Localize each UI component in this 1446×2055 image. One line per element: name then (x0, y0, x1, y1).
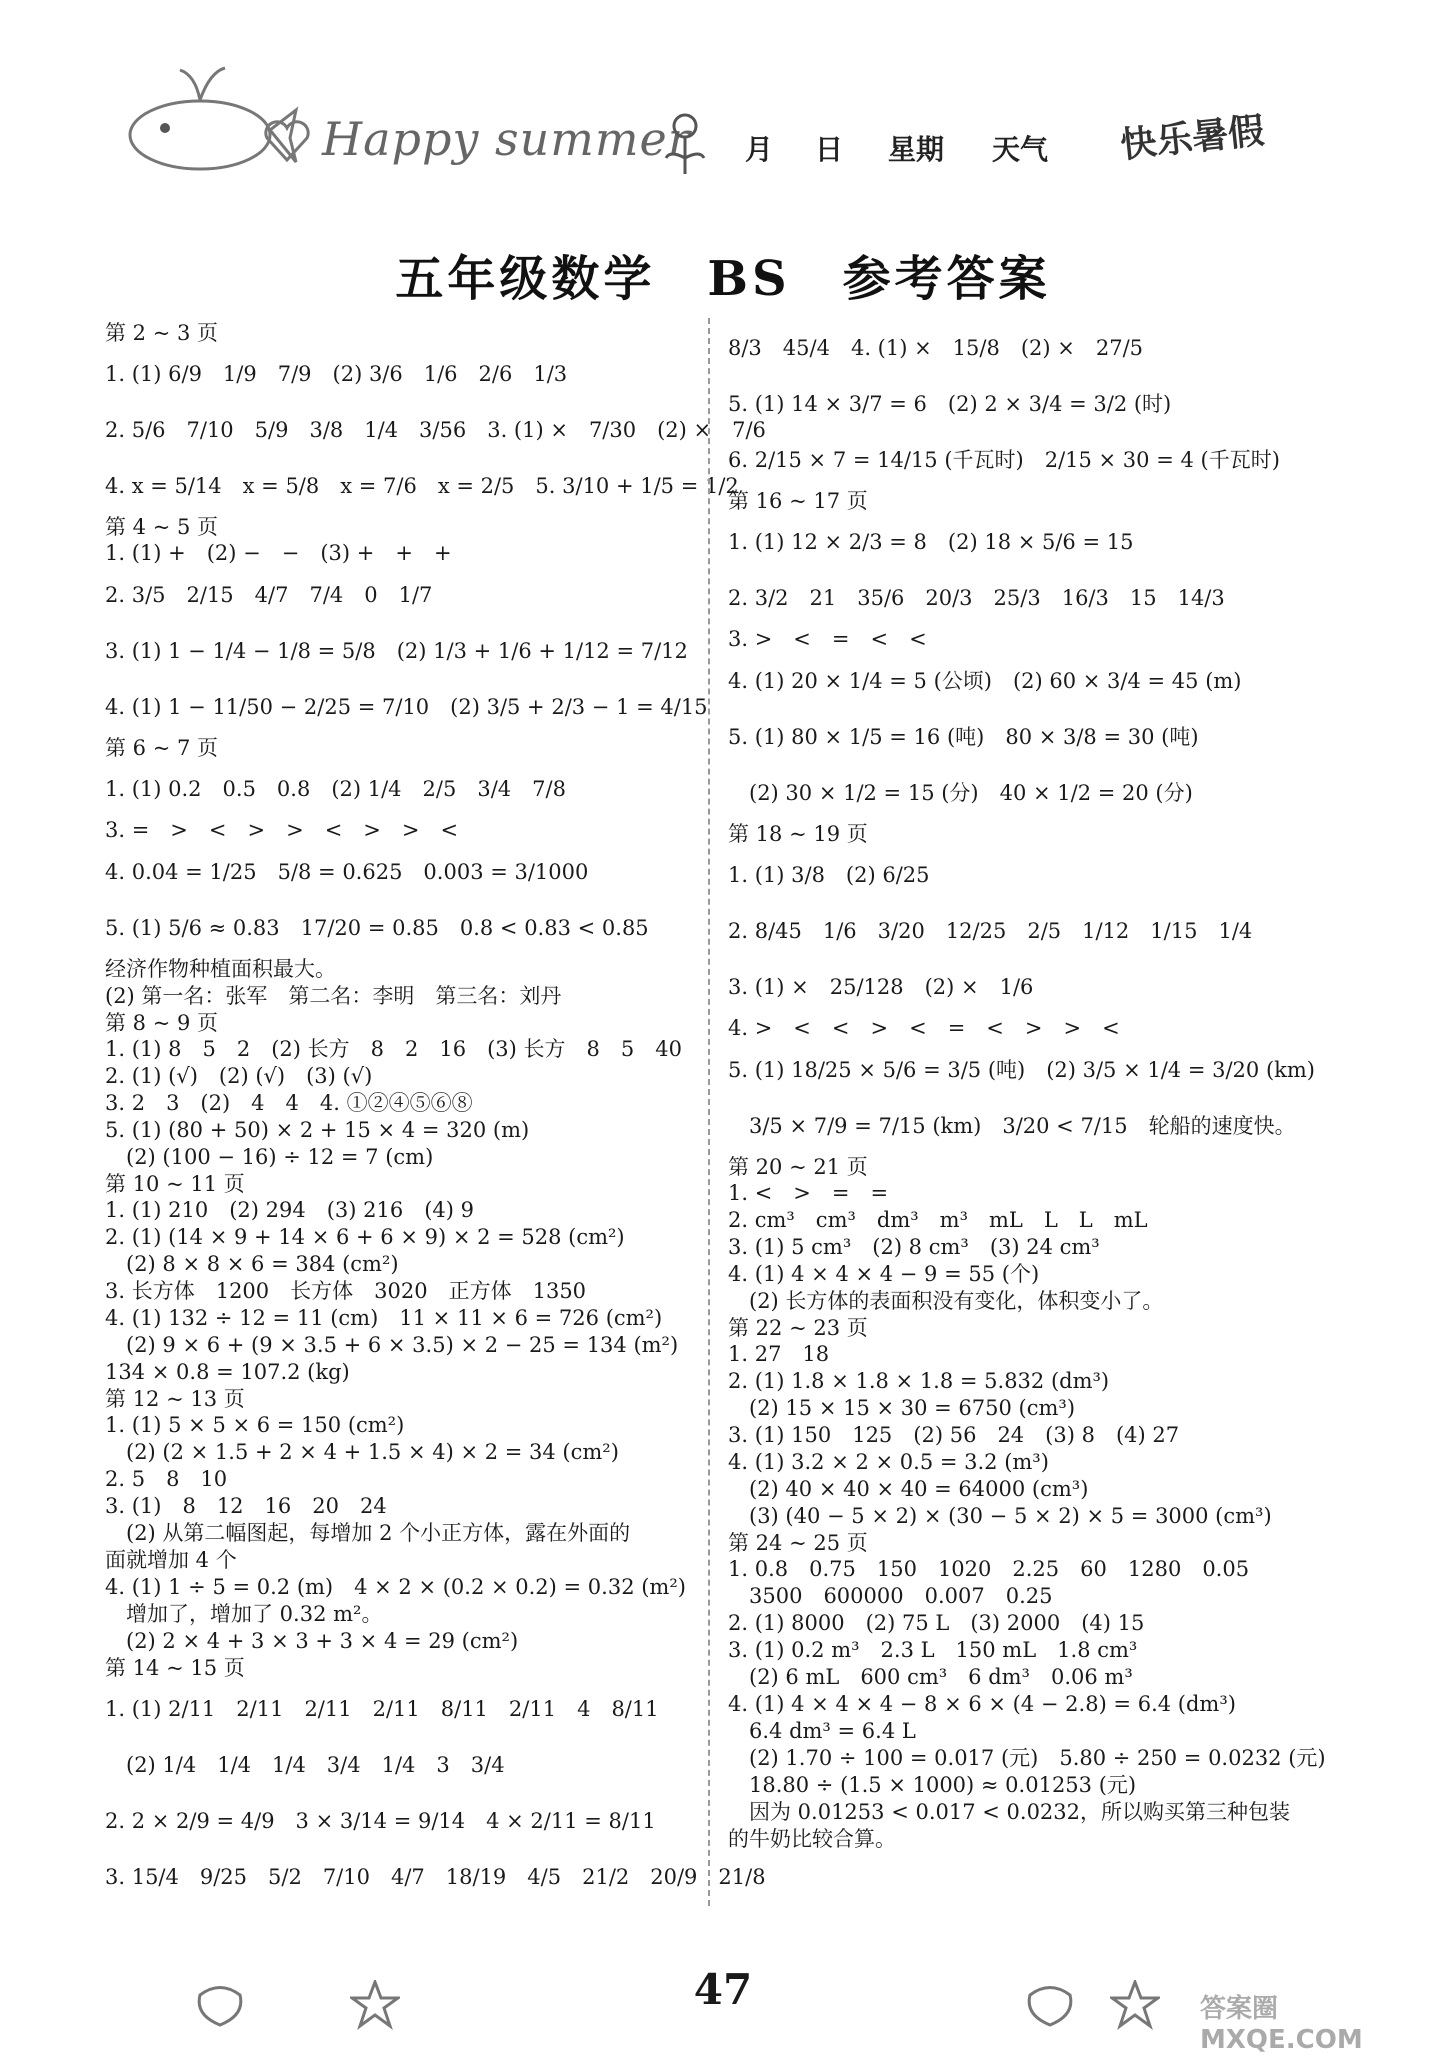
header-badge: 快乐暑假 (1118, 110, 1267, 167)
answer-left-line: 第 12 ~ 13 页 (105, 1387, 245, 1411)
page-footer (0, 1950, 1446, 2055)
answer-right-line: 3500 600000 0.007 0.25 (728, 1584, 1053, 1608)
answer-left-line: 3. 长方体 1200 长方体 3020 正方体 1350 (105, 1279, 587, 1303)
answer-right-line-text: (2) 30 × 1/2 = 15 (分) 40 × 1/2 = 20 (分) (728, 781, 1193, 805)
answer-right-line: 18.80 ÷ (1.5 × 1000) ≈ 0.01253 (元) (728, 1773, 1137, 1797)
flower-icon (660, 108, 710, 178)
answer-right-line (728, 847, 1348, 903)
answer-left-line: 2. (1) (14 × 9 + 14 × 6 + 6 × 9) × 2 = 528 (cm²) (105, 1225, 625, 1249)
answer-right-line (728, 320, 1348, 376)
answer-left-line (105, 1681, 725, 1737)
answer-left-line: 第 8 ~ 9 页 (105, 1011, 219, 1035)
answer-right-line-text: 2. 3/2 21 35/6 20/3 25/3 16/3 15 14/3 (728, 586, 1225, 610)
answer-left-line-text: 1. (1) 6/9 1/9 7/9 (2) 3/6 1/6 2/6 1/3 (105, 362, 568, 386)
answer-left-line-text: 3. 15/4 9/25 5/2 7/10 4/7 18/19 4/5 21/2 20/9 21/8 (105, 1865, 766, 1889)
answer-right-line: (2) 15 × 15 × 30 = 6750 (cm³) (728, 1396, 1076, 1420)
answer-right-line: 2. cm³ cm³ dm³ m³ mL L L mL (728, 1208, 1148, 1232)
answer-right-line: 3. > < = < < (728, 627, 927, 651)
answer-left-line: 1. (1) 210 (2) 294 (3) 216 (4) 9 (105, 1198, 475, 1222)
answer-right-line: 因为 0.01253 < 0.017 < 0.0232，所以购买第三种包装 (728, 1800, 1291, 1824)
answer-left-line: (2) 2 × 4 + 3 × 3 + 3 × 4 = 29 (cm²) (105, 1629, 519, 1653)
answer-left-line: 第 14 ~ 15 页 (105, 1656, 245, 1680)
page-title: 五年级数学 BS 参考答案 (395, 251, 1051, 307)
answer-left-line: 5. (1) (80 + 50) × 2 + 15 × 4 = 320 (m) (105, 1118, 530, 1142)
answer-right-line: 1. 27 18 (728, 1342, 830, 1366)
answer-left-line: 第 4 ~ 5 页 (105, 515, 219, 539)
answer-right-line: (2) 40 × 40 × 40 = 64000 (cm³) (728, 1477, 1089, 1501)
header-weather-label: 天气 (992, 133, 1049, 166)
answer-right-line: (3) (40 − 5 × 2) × (30 − 5 × 2) × 5 = 3000 (cm³) (728, 1504, 1272, 1528)
answer-left-line-text: 4. 0.04 = 1/25 5/8 = 0.625 0.003 = 3/1000 (105, 860, 589, 884)
answer-right-line (728, 959, 1348, 1015)
answer-left-line: 1. (1) 5 × 5 × 6 = 150 (cm²) (105, 1413, 405, 1437)
answer-right-line: 6.4 dm³ = 6.4 L (728, 1719, 916, 1743)
answer-right-line: 3. (1) 150 125 (2) 56 24 (3) 8 (4) 27 (728, 1423, 1180, 1447)
watermark: 答案圈 MXQE.COM (1200, 1994, 1363, 2055)
answer-left-line (105, 844, 725, 900)
heart-icon (262, 120, 312, 162)
answer-right-line-text: 8/3 45/4 4. (1) × 15/8 (2) × 27/5 (728, 336, 1144, 360)
answer-left-line: 第 2 ~ 3 页 (105, 321, 219, 345)
answer-right-line-text: 3/5 × 7/9 = 7/15 (km) 3/20 < 7/15 轮船的速度快。 (728, 1114, 1296, 1138)
answer-right-line-text: 1. (1) 12 × 2/3 = 8 (2) 18 × 5/6 = 15 (728, 530, 1134, 554)
answer-left-line: 3. 2 3 (2) 4 4 4. ①②④⑤⑥⑧ (105, 1091, 473, 1115)
answer-left-line-text: 4. (1) 1 − 11/50 − 2/25 = 7/10 (2) 3/5 + 2/3 − 1 = 4/15 (105, 695, 708, 719)
answer-right-line: (2) 6 mL 600 cm³ 6 dm³ 0.06 m³ (728, 1665, 1133, 1689)
answer-right-line: 第 22 ~ 23 页 (728, 1316, 868, 1340)
answer-right-line: 3. (1) 5 cm³ (2) 8 cm³ (3) 24 cm³ (728, 1235, 1100, 1259)
answer-right-line (728, 1042, 1348, 1098)
page-number: 47 (693, 1965, 753, 2014)
answer-right-line: 4. > < < > < = < > > < (728, 1016, 1120, 1040)
answer-left-line: 4. (1) 1 ÷ 5 = 0.2 (m) 4 × 2 × (0.2 × 0.2) = 0.32 (m²) (105, 1575, 686, 1599)
answer-right-line: 2. (1) 1.8 × 1.8 × 1.8 = 5.832 (dm³) (728, 1369, 1110, 1393)
answer-right-line (728, 432, 1348, 488)
answer-right-line (728, 765, 1348, 821)
answer-right-line-text: 1. (1) 3/8 (2) 6/25 (728, 863, 930, 887)
answer-left-line-text: 2. 2 × 2/9 = 4/9 3 × 3/14 = 9/14 4 × 2/11 = 8/11 (105, 1809, 656, 1833)
answer-right-line (728, 903, 1348, 959)
answer-right-line-text: 2. 8/45 1/6 3/20 12/25 2/5 1/12 1/15 1/4 (728, 919, 1253, 943)
answer-right-line (728, 1098, 1348, 1154)
answer-right-line-text: 4. (1) 20 × 1/4 = 5 (公顷) (2) 60 × 3/4 = 45 (m) (728, 669, 1242, 693)
answer-left-line: 面就增加 4 个 (105, 1548, 237, 1572)
answer-right-line (728, 653, 1348, 709)
answer-right-line-text: 5. (1) 80 × 1/5 = 16 (吨) 80 × 3/8 = 30 (吨) (728, 725, 1199, 749)
answer-left-line (105, 567, 725, 623)
answer-left-line-text: 4. x = 5/14 x = 5/8 x = 7/6 x = 2/5 5. 3/10 + 1/5 = 1/2 (105, 474, 739, 498)
answer-left-line: 1. (1) 8 5 2 (2) 长方 8 2 16 (3) 长方 8 5 40 (105, 1037, 682, 1061)
answer-left-line-text: 1. (1) 0.2 0.5 0.8 (2) 1/4 2/5 3/4 7/8 (105, 777, 566, 801)
answer-right-line (728, 570, 1348, 626)
answer-right-line: (2) 长方体的表面积没有变化，体积变小了。 (728, 1289, 1164, 1313)
answer-left-line: (2) 8 × 8 × 6 = 384 (cm²) (105, 1252, 399, 1276)
answer-right-line: 第 24 ~ 25 页 (728, 1531, 868, 1555)
answer-right-line (728, 514, 1348, 570)
answer-left-line (105, 679, 725, 735)
answer-left-line-text: 2. 5/6 7/10 5/9 3/8 1/4 3/56 3. (1) × 7/30 (2) × 7/6 (105, 418, 766, 442)
answer-left-line-text: 3. (1) 1 − 1/4 − 1/8 = 5/8 (2) 1/3 + 1/6 + 1/12 = 7/12 (105, 639, 688, 663)
answer-left-line: 第 10 ~ 11 页 (105, 1172, 245, 1196)
answer-right-line: 1. 0.8 0.75 150 1020 2.25 60 1280 0.05 (728, 1557, 1250, 1581)
starfish-icon (1110, 1980, 1160, 2030)
answer-right-line: 第 18 ~ 19 页 (728, 822, 868, 846)
column-divider (708, 318, 710, 1906)
answer-right-line: 4. (1) 4 × 4 × 4 − 9 = 55 (个) (728, 1262, 1040, 1286)
answer-left-line (105, 458, 739, 514)
answer-right-line-text: 5. (1) 14 × 3/7 = 6 (2) 2 × 3/4 = 3/2 (时) (728, 392, 1172, 416)
answer-right-line: 4. (1) 3.2 × 2 × 0.5 = 3.2 (m³) (728, 1450, 1049, 1474)
answer-left-line-text: 2. 3/5 2/15 4/7 7/4 0 1/7 (105, 583, 433, 607)
answer-left-line (105, 1849, 766, 1905)
answer-left-line: 134 × 0.8 = 107.2 (kg) (105, 1360, 350, 1384)
answer-left-line-text: (2) 1/4 1/4 1/4 3/4 1/4 3 3/4 (105, 1753, 505, 1777)
answer-left-line (105, 1737, 725, 1793)
answer-left-line: (2) (100 − 16) ÷ 12 = 7 (cm) (105, 1145, 434, 1169)
answer-right-line: (2) 1.70 ÷ 100 = 0.017 (元) 5.80 ÷ 250 = 0.0232 (元) (728, 1746, 1326, 1770)
answer-right-line: 1. < > = = (728, 1181, 889, 1205)
answer-left-line-text: 1. (1) 2/11 2/11 2/11 2/11 8/11 2/11 4 8/11 (105, 1697, 659, 1721)
answer-right-line-text: 3. (1) × 25/128 (2) × 1/6 (728, 975, 1034, 999)
answer-right-line: 第 20 ~ 21 页 (728, 1155, 868, 1179)
answer-left-line: 3. = > < > > < > > < (105, 818, 459, 842)
answer-left-line: 2. (1) (√) (2) (√) (3) (√) (105, 1064, 373, 1088)
answer-left-line (105, 346, 725, 402)
header-script: Happy summer (322, 112, 691, 166)
answer-left-line: 第 6 ~ 7 页 (105, 736, 219, 760)
answer-right-line: 3. (1) 0.2 m³ 2.3 L 150 mL 1.8 cm³ (728, 1638, 1138, 1662)
answers-left-column (105, 320, 766, 1905)
answer-right-line (728, 376, 1348, 432)
answer-left-line (105, 402, 766, 458)
answer-right-line: 的牛奶比较合算。 (728, 1827, 896, 1851)
answer-left-line: (2) 从第二幅图起，每增加 2 个小正方体，露在外面的 (105, 1521, 631, 1545)
header-day-label: 日 (815, 133, 844, 166)
answer-left-line (105, 623, 725, 679)
answer-left-line (105, 761, 725, 817)
answer-left-line: 经济作物种植面积最大。 (105, 957, 336, 981)
answer-right-line: 2. (1) 8000 (2) 75 L (3) 2000 (4) 15 (728, 1611, 1145, 1635)
answer-right-line-text: 6. 2/15 × 7 = 14/15 (千瓦时) 2/15 × 30 = 4 (千瓦时) (728, 448, 1280, 472)
header-month-label: 月 (745, 133, 774, 166)
answer-right-line: 4. (1) 4 × 4 × 4 − 8 × 6 × (4 − 2.8) = 6.4 (dm³) (728, 1692, 1236, 1716)
answer-left-line: 增加了，增加了 0.32 m²。 (105, 1602, 383, 1626)
answer-left-line: (2) 第一名：张军 第二名：李明 第三名：刘丹 (105, 984, 562, 1008)
answer-left-line: 4. (1) 132 ÷ 12 = 11 (cm) 11 × 11 × 6 = 726 (cm²) (105, 1306, 663, 1330)
answer-left-line: (2) (2 × 1.5 + 2 × 4 + 1.5 × 4) × 2 = 34 (cm²) (105, 1440, 619, 1464)
answer-right-line: 第 16 ~ 17 页 (728, 489, 868, 513)
seashell-icon (1020, 1980, 1080, 2030)
answer-right-line (728, 709, 1348, 765)
answer-left-line: 1. (1) + (2) − − (3) + + + (105, 541, 452, 565)
answer-left-line (105, 900, 725, 956)
answer-left-line-text: 5. (1) 5/6 ≈ 0.83 17/20 = 0.85 0.8 < 0.83 < 0.85 (105, 916, 649, 940)
answer-right-line-text: 5. (1) 18/25 × 5/6 = 3/5 (吨) (2) 3/5 × 1/4 = 3/20 (km) (728, 1058, 1315, 1082)
page-header (0, 0, 1446, 200)
answer-left-line: 3. (1) 8 12 16 20 24 (105, 1494, 387, 1518)
answer-left-line: (2) 9 × 6 + (9 × 3.5 + 6 × 3.5) × 2 − 25 = 134 (m²) (105, 1333, 679, 1357)
answer-left-line (105, 1793, 725, 1849)
answers-right-column (728, 320, 1348, 1853)
answer-left-line: 2. 5 8 10 (105, 1467, 228, 1491)
header-week-label: 星期 (888, 133, 945, 166)
